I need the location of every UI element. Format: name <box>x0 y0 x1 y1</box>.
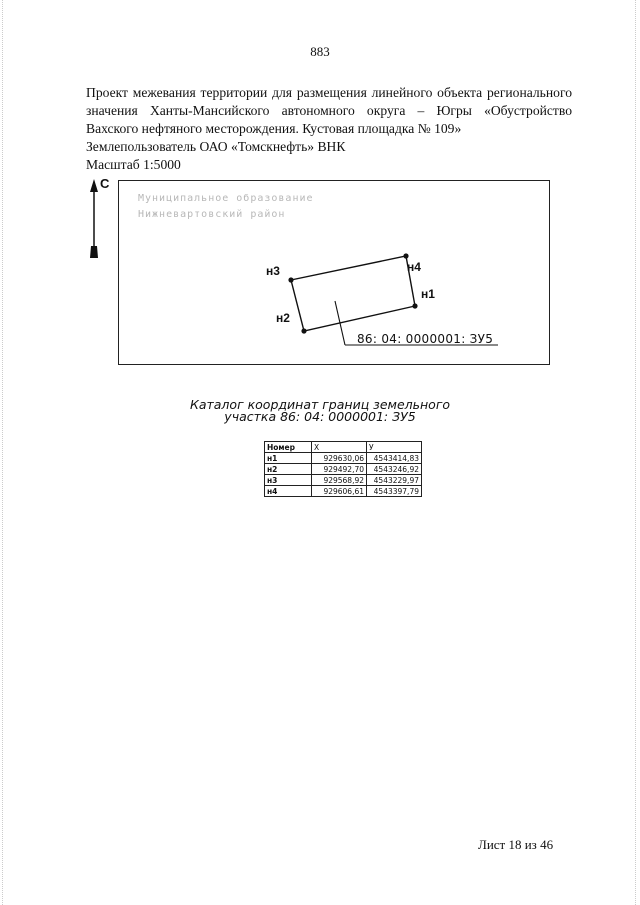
table-row <box>265 475 422 486</box>
cell-number: н4 <box>265 486 312 497</box>
table-row <box>265 486 422 497</box>
table-row <box>265 453 422 464</box>
point-label-n2: н2 <box>276 311 290 325</box>
column-header-x: X <box>312 442 367 453</box>
sheet-counter: Лист 18 из 46 <box>478 837 554 852</box>
header-line-2: значения Ханты-Мансийского автономного округа – Югры «Обустройство <box>86 103 572 118</box>
cell-number: н3 <box>265 475 312 486</box>
cell-y: 4543397,79 <box>367 486 422 497</box>
cell-x: 929492,70 <box>312 464 367 475</box>
point-label-n3: н3 <box>266 264 280 278</box>
point-marker-n2 <box>301 328 306 333</box>
cell-x: 929568,92 <box>312 475 367 486</box>
parcel-polygon <box>291 256 415 331</box>
catalog-title <box>0 399 640 423</box>
cell-y: 4543229,97 <box>367 475 422 486</box>
north-label: С <box>100 176 110 191</box>
column-header-number: Номер <box>265 442 312 453</box>
catalog-title-line-2: участка 86: 04: 0000001: ЗУ5 <box>224 409 416 424</box>
cell-y: 4543414,83 <box>367 453 422 464</box>
ghost-text-district: Нижневартовский район <box>138 209 286 220</box>
header-line-4: Землепользователь ОАО «Томскнефть» ВНК <box>86 139 346 154</box>
cell-number: н2 <box>265 464 312 475</box>
cell-x: 929606,61 <box>312 486 367 497</box>
cell-y: 4543246,92 <box>367 464 422 475</box>
point-label-n4: н4 <box>407 260 421 274</box>
point-marker-n3 <box>288 277 293 282</box>
header-line-5: Масштаб 1:5000 <box>86 157 181 172</box>
cell-number: н1 <box>265 453 312 464</box>
point-label-n1: н1 <box>421 287 435 301</box>
point-marker-n4 <box>403 253 408 258</box>
table-row <box>265 464 422 475</box>
table-header-row <box>265 442 422 453</box>
parcel-cadastral-label: 86: 04: 0000001: ЗУ5 <box>357 332 494 346</box>
page-number: 883 <box>310 44 330 59</box>
header-line-3: Вахского нефтяного месторождения. Кустовая площадка № 109» <box>86 121 462 136</box>
column-header-y: У <box>367 442 422 453</box>
catalog-title-line-1: Каталог координат границ земельного <box>189 397 451 412</box>
coordinates-table <box>264 441 422 497</box>
header-line-1: Проект межевания территории для размещения линейного объекта регионального <box>86 85 572 100</box>
ghost-text-municipality: Муниципальное образование <box>138 193 314 204</box>
cell-x: 929630,06 <box>312 453 367 464</box>
point-marker-n1 <box>412 303 417 308</box>
